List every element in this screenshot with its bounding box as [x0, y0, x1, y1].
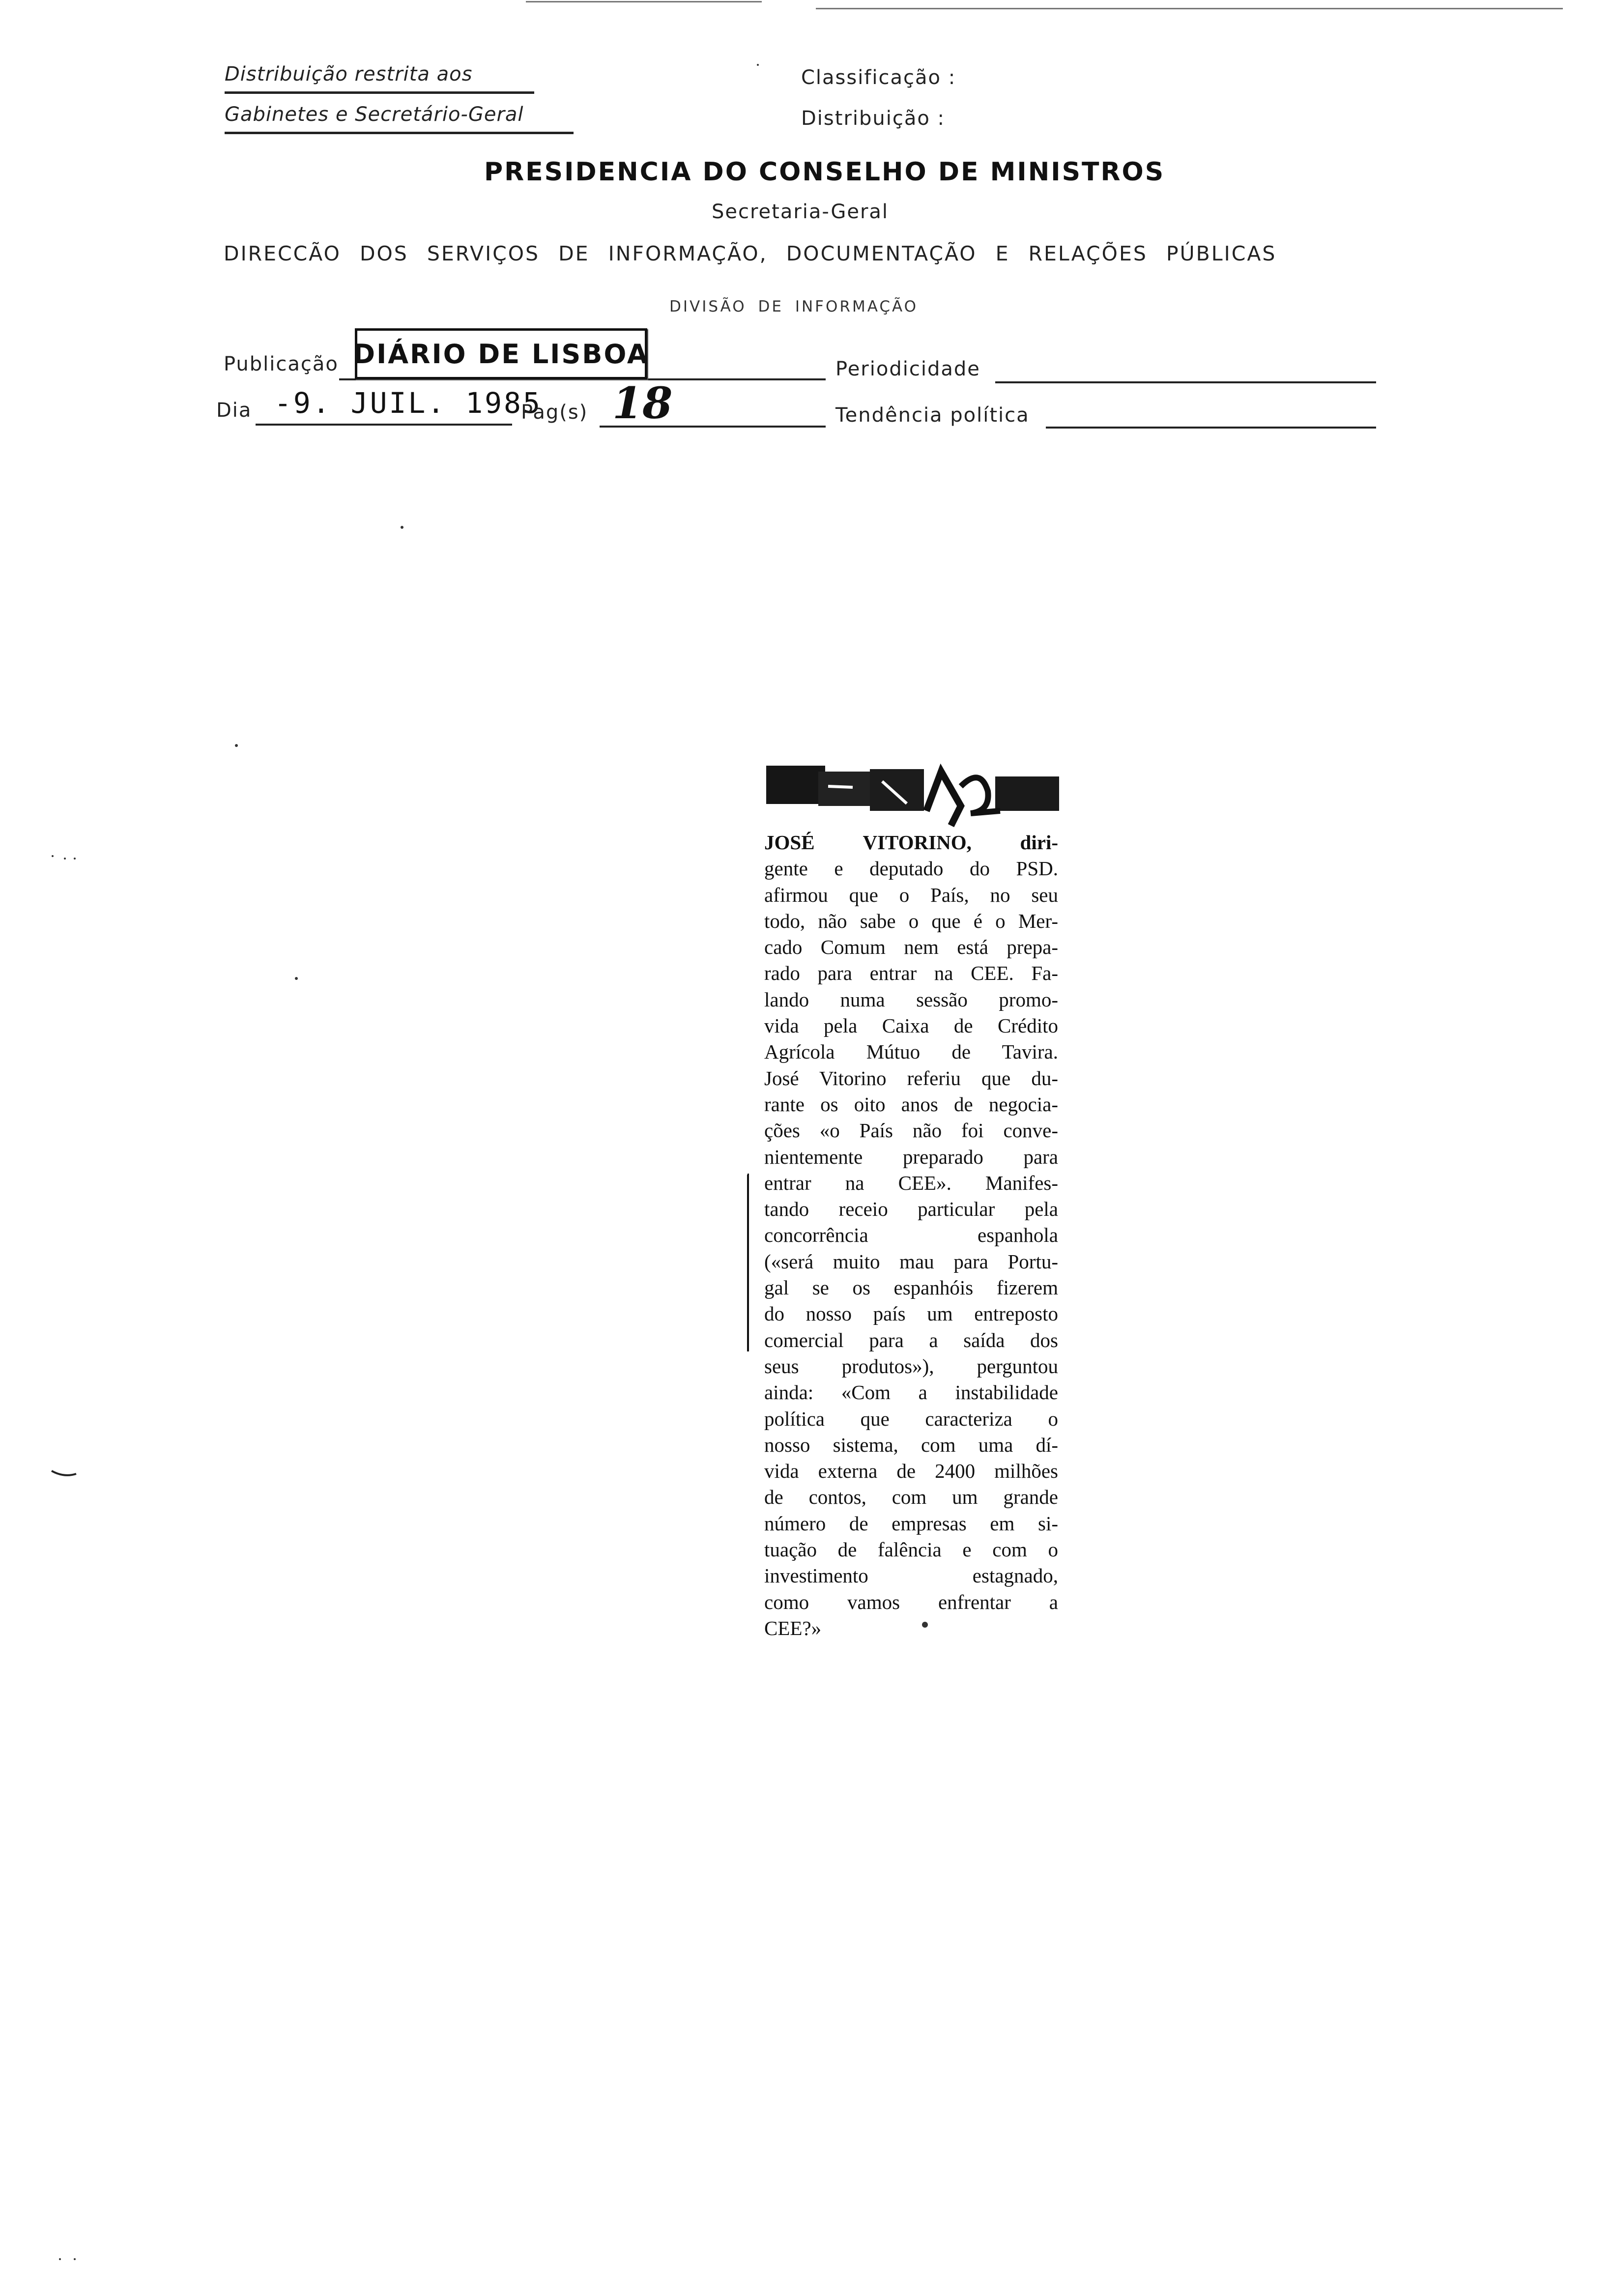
article-line: investimento estagnado, — [764, 1564, 1058, 1587]
article-line: JOSÉ VITORINO, diri- — [764, 831, 1058, 854]
scan-speck — [757, 64, 759, 66]
scan-edge-line-right — [816, 8, 1563, 9]
scribble-block-4 — [995, 776, 1059, 811]
distribution-restriction-line2: Gabinetes e Secretário-Geral — [225, 103, 524, 126]
secretaria-geral-subtitle: Secretaria-Geral — [712, 201, 889, 223]
scan-speck — [235, 744, 238, 747]
scan-edge-mark — [49, 1467, 79, 1482]
article-line: ainda: «Com a instabilidade — [764, 1381, 1058, 1404]
article-line: gente e deputado do PSD. — [764, 857, 1058, 880]
article-line: como vamos enfrentar a — [764, 1590, 1058, 1613]
pags-label: Pag(s) — [521, 401, 588, 424]
publication-stamp: DIÁRIO DE LISBOA — [355, 328, 647, 379]
article-line: José Vitorino referiu que du- — [764, 1066, 1058, 1090]
article-line: política que caracteriza o — [764, 1407, 1058, 1430]
scribble-stroke-2 — [961, 777, 1000, 813]
scan-edge-line-left — [526, 1, 762, 2]
scan-speck — [401, 526, 403, 529]
article-line: número de empresas em si- — [764, 1512, 1058, 1535]
article-line: rado para entrar na CEE. Fa- — [764, 962, 1058, 985]
periodicidade-label: Periodicidade — [835, 358, 980, 380]
article-line: nientemente preparado para — [764, 1145, 1058, 1168]
article-line: («será muito mau para Portu- — [764, 1250, 1058, 1273]
article-line: rante os oito anos de negocia- — [764, 1092, 1058, 1116]
article-line: Agrícola Mútuo de Tavira. — [764, 1040, 1058, 1063]
dia-line — [256, 424, 512, 426]
article-line: concorrência espanhola — [764, 1224, 1058, 1247]
distribuicao-label: Distribuição : — [801, 107, 946, 130]
margin-mark-bar-short — [748, 1174, 749, 1213]
article-line: tando receio particular pela — [764, 1198, 1058, 1221]
division-title: DIVISÃO DE INFORMAÇÃO — [669, 298, 919, 316]
article-line: de contos, com um grande — [764, 1486, 1058, 1509]
article-line: gal se os espanhóis fizerem — [764, 1276, 1058, 1299]
archive-code-scribble — [764, 757, 1066, 831]
scan-speck — [59, 2258, 61, 2260]
dia-label: Dia — [216, 399, 252, 422]
article-line: do nosso país um entreposto — [764, 1302, 1058, 1325]
article-line: lando numa sessão promo- — [764, 988, 1058, 1011]
page-number-handwritten: 18 — [612, 377, 673, 429]
scan-speck — [295, 977, 298, 980]
article-line: todo, não sabe o que é o Mer- — [764, 909, 1058, 932]
scan-speck — [74, 858, 76, 860]
news-article — [764, 830, 1058, 1641]
distribution-restriction-line1: Distribuição restrita aos — [225, 63, 473, 86]
distribution-underline-2 — [225, 132, 574, 134]
scribble-stroke-1 — [926, 772, 961, 826]
article-line: CEE?» — [764, 1616, 822, 1639]
scan-speck — [74, 2258, 76, 2260]
date-stamp: -9. JUIL. 1985 — [274, 386, 542, 420]
article-line: cado Comum nem está prepa- — [764, 936, 1058, 959]
article-line: ções «o País não foi conve- — [764, 1119, 1058, 1142]
end-bullet-dot — [922, 1622, 928, 1628]
directorate-title: DIRECCÃO DOS SERVIÇOS DE INFORMAÇÃO, DOCUMENTAÇÃO E RELAÇÕES PÚBLICAS — [224, 242, 1277, 265]
article-line: entrar na CEE». Manifes- — [764, 1171, 1058, 1194]
classificacao-label: Classificação : — [801, 66, 956, 89]
institution-title: PRESIDENCIA DO CONSELHO DE MINISTROS — [484, 157, 1165, 187]
scan-edge-curve — [52, 1471, 76, 1475]
tendencia-label: Tendência política — [835, 404, 1030, 427]
article-line: vida externa de 2400 milhões — [764, 1460, 1058, 1483]
article-line: nosso sistema, com uma dí- — [764, 1433, 1058, 1456]
distribution-underline-1 — [225, 91, 534, 94]
scan-speck — [64, 858, 66, 860]
publicacao-label: Publicação — [224, 353, 339, 375]
article-line: tuação de falência e com o — [764, 1538, 1058, 1561]
article-line: comercial para a saída dos — [764, 1328, 1058, 1351]
article-line: seus produtos»), perguntou — [764, 1354, 1058, 1378]
article-line: vida pela Caixa de Crédito — [764, 1014, 1058, 1037]
article-line: afirmou que o País, no seu — [764, 883, 1058, 906]
scan-speck — [52, 855, 54, 857]
tendencia-line — [1046, 427, 1376, 429]
periodicidade-line — [995, 381, 1376, 383]
